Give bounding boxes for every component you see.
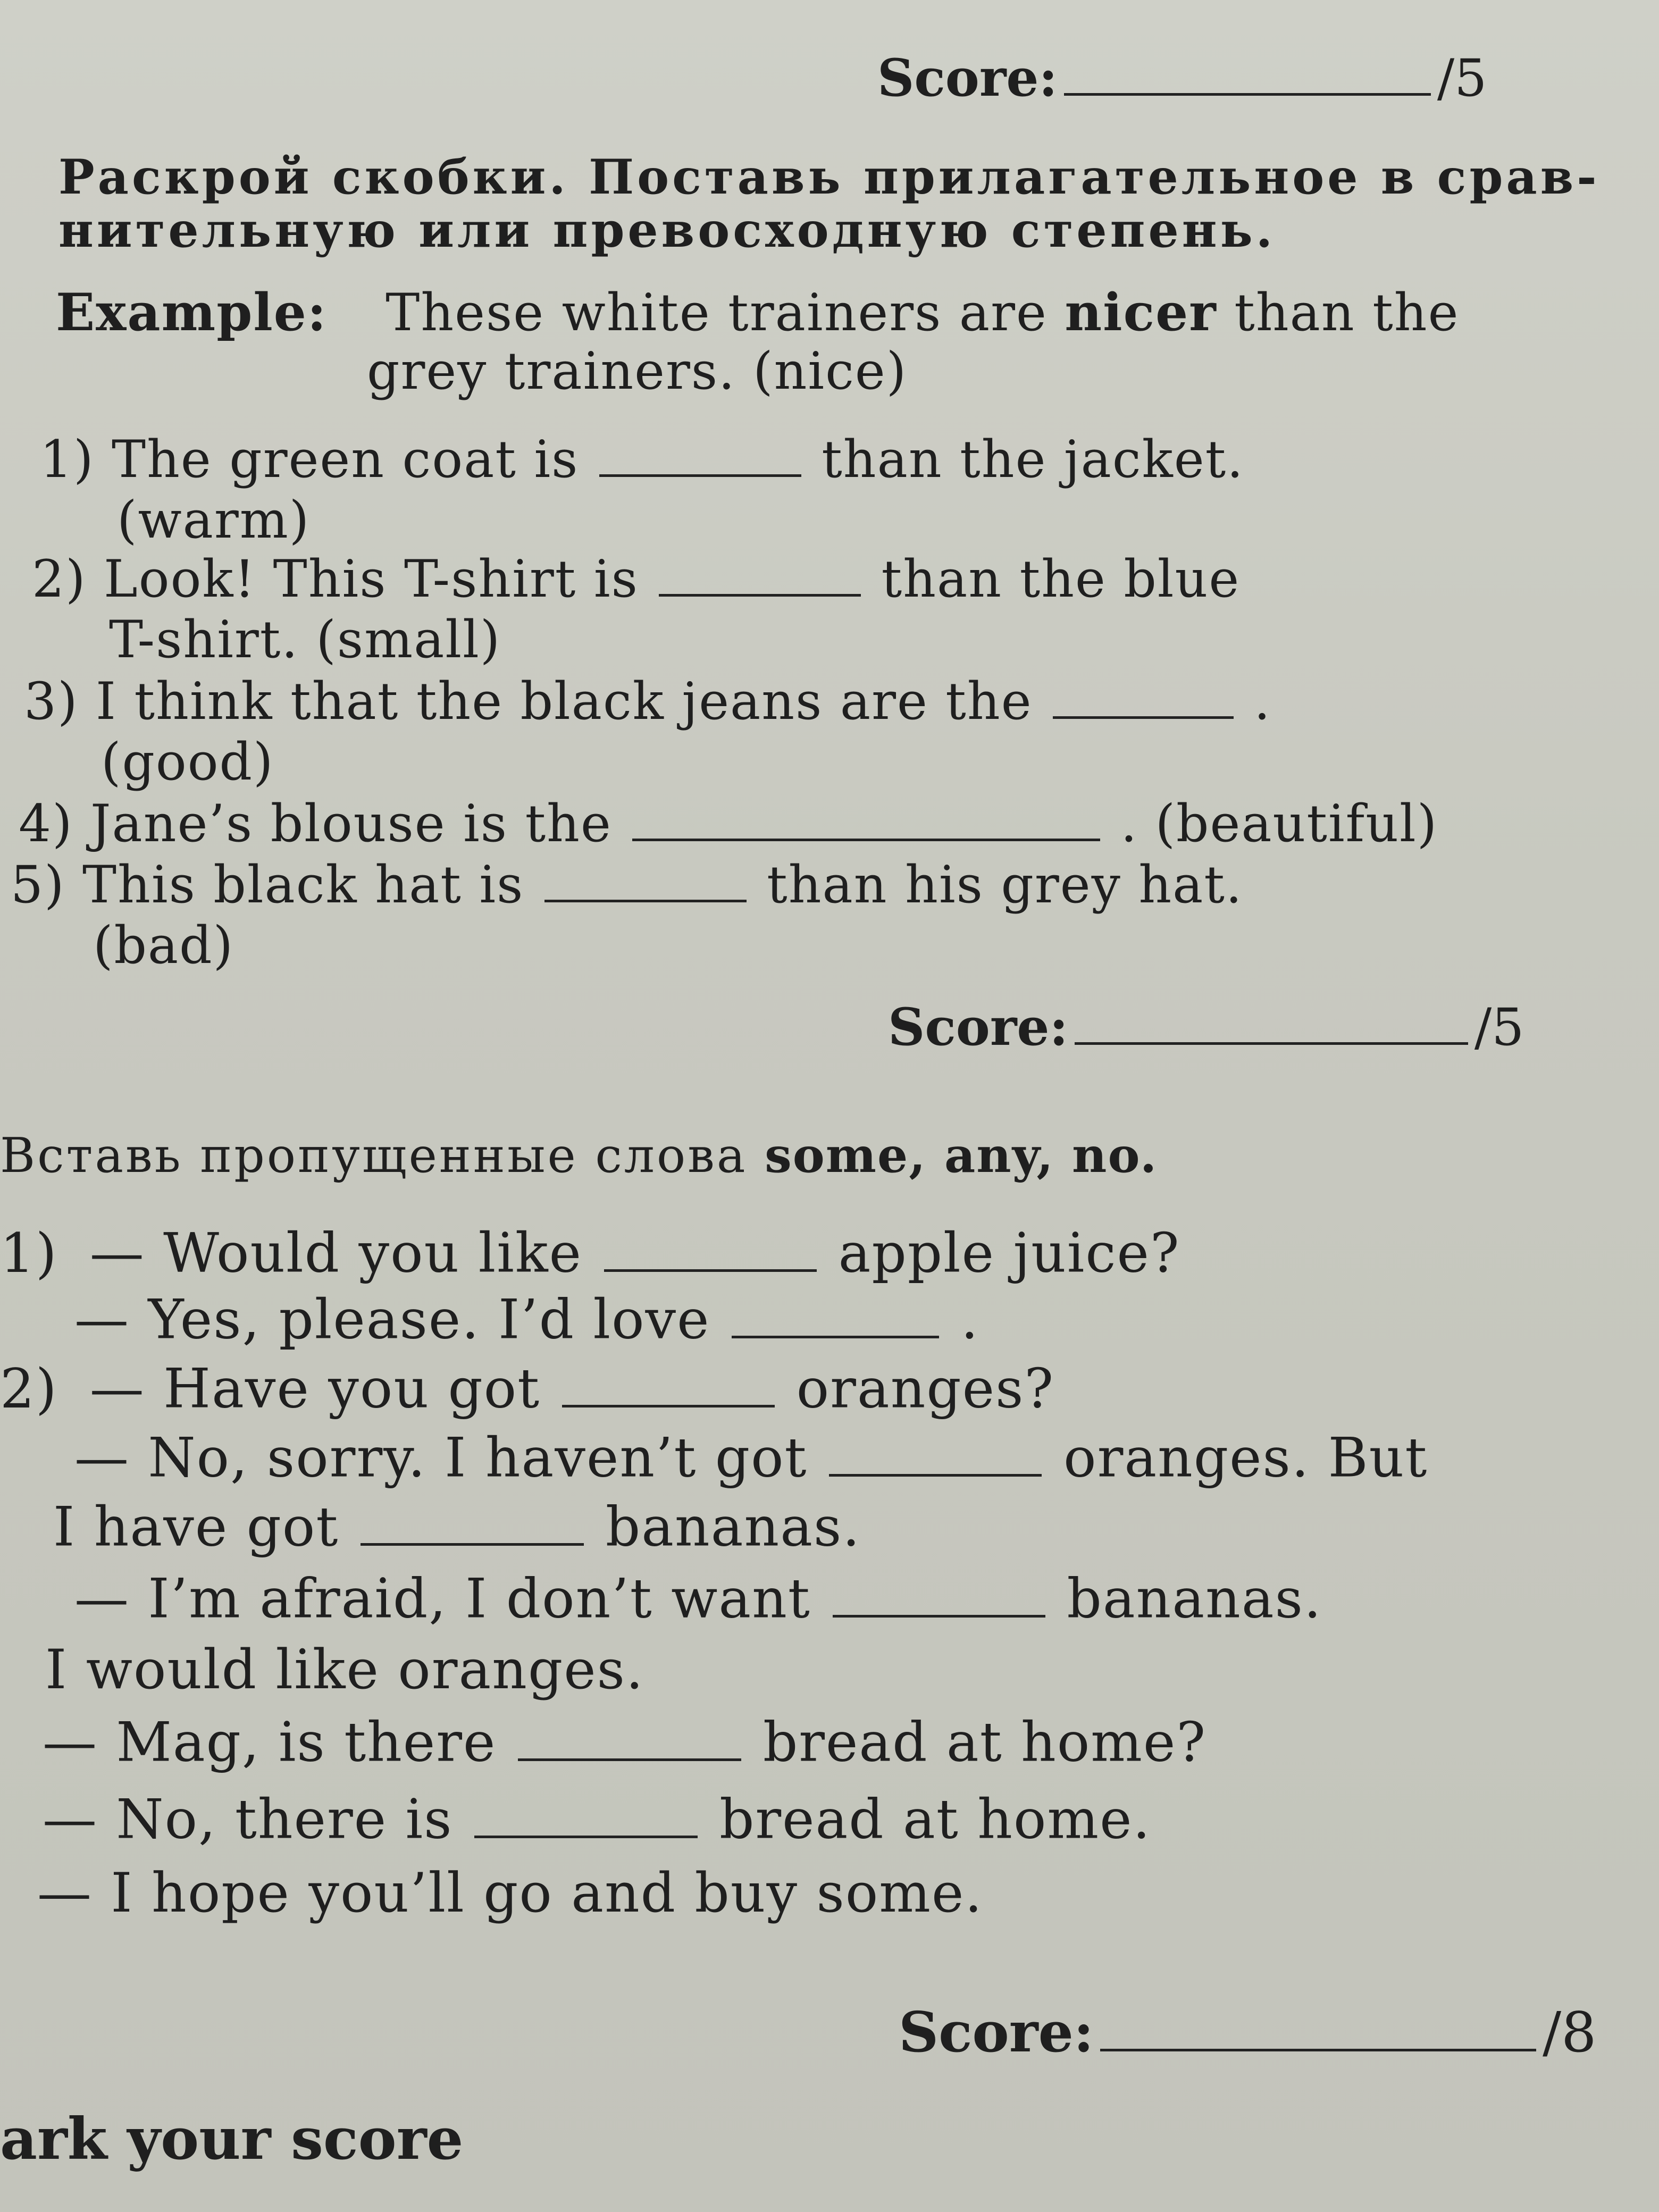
answer-blank[interactable] [544, 859, 747, 902]
line-post: apple juice? [838, 1221, 1180, 1285]
ex1-item-2 [32, 549, 1241, 609]
ex1-instruction-line2 [58, 202, 1276, 258]
answer-blank[interactable] [599, 433, 801, 477]
example-pre: These white trainers are [386, 283, 1048, 342]
line-pre: — No, there is [43, 1788, 453, 1851]
line-pre: I have got [53, 1495, 339, 1559]
ex2-instruction-text: Вставь пропущенные слова [0, 1128, 748, 1184]
ex1-instruction-text1: Раскрой скобки. Поставь прилагательное в срав- [58, 149, 1600, 205]
item-pre: Look! This T-shirt is [104, 549, 639, 609]
line-post: bread at home? [763, 1711, 1207, 1774]
answer-blank[interactable] [474, 1792, 698, 1838]
ex1-item-5-line2 [93, 916, 234, 975]
item-number: 3) [24, 671, 79, 731]
ex2-line-1 [0, 1221, 1180, 1285]
ex2-line-9 [43, 1788, 1151, 1851]
item-post: than the jacket. [822, 429, 1244, 489]
score-ex2 [899, 1999, 1596, 2065]
line-pre: — Yes, please. I’d love [74, 1288, 710, 1352]
item-pre: This black hat is [82, 854, 524, 915]
item-number: 2) [0, 1357, 58, 1421]
item-line2: (good) [101, 732, 274, 792]
item-pre: Jane’s blouse is the [90, 793, 612, 853]
ex1-instruction-line1 [58, 149, 1600, 205]
item-number: 1) [0, 1221, 58, 1285]
ex2-line-2 [74, 1288, 979, 1352]
score-label: Score: [877, 48, 1058, 108]
ex2-instruction [0, 1127, 1158, 1184]
ex2-line-8 [43, 1711, 1207, 1774]
item-pre: I think that the black jeans are the [96, 671, 1033, 731]
score-total: /5 [1474, 998, 1524, 1057]
answer-blank[interactable] [1053, 675, 1234, 719]
score-total: /5 [1437, 48, 1487, 108]
item-number: 2) [32, 549, 87, 609]
score-ex1 [888, 997, 1524, 1057]
line-pre: — I’m afraid, I don’t want [74, 1567, 811, 1631]
ex2-line-5 [53, 1495, 861, 1559]
item-post: than the blue [881, 549, 1241, 609]
item-post: . [1254, 671, 1271, 731]
example-label: Example: [56, 282, 328, 342]
score-label: Score: [888, 997, 1068, 1057]
line-pre: — No, sorry. I haven’t got [74, 1426, 808, 1490]
ex2-line-7 [45, 1638, 644, 1702]
ex2-line-4 [74, 1426, 1428, 1490]
footer-text: ark your score [0, 2106, 464, 2173]
line-pre: — Mag, is there [43, 1711, 497, 1774]
item-line2: (bad) [93, 916, 234, 975]
answer-blank[interactable] [604, 1226, 817, 1272]
item-number: 5) [11, 854, 65, 915]
line-post: bananas. [605, 1495, 861, 1559]
example-line2-text: grey trainers. (nice) [367, 341, 908, 401]
answer-blank[interactable] [632, 798, 1100, 841]
item-line2: T-shirt. (small) [109, 610, 501, 669]
answer-blank[interactable] [732, 1292, 939, 1338]
line-pre: — Have you got [89, 1357, 541, 1421]
score-top [877, 48, 1487, 108]
answer-blank[interactable] [518, 1715, 741, 1761]
answer-blank[interactable] [833, 1571, 1045, 1618]
example-line1 [56, 282, 1460, 342]
ex1-item-3-line2 [101, 732, 274, 792]
ex2-instruction-words: some, any, no. [765, 1127, 1158, 1184]
score-blank[interactable] [1064, 52, 1431, 96]
score-blank[interactable] [1075, 1001, 1468, 1045]
ex2-line-6 [74, 1567, 1322, 1631]
answer-blank[interactable] [829, 1430, 1042, 1477]
item-pre: The green coat is [112, 429, 579, 489]
ex1-item-4 [19, 793, 1438, 853]
ex1-item-1-line2 [117, 490, 311, 550]
item-number: 1) [40, 429, 95, 489]
line-pre: I would like oranges. [45, 1638, 644, 1702]
example-bold: nicer [1065, 282, 1217, 342]
ex1-item-5 [11, 854, 1243, 915]
example-post: than the [1234, 283, 1460, 342]
answer-blank[interactable] [562, 1361, 775, 1407]
answer-blank[interactable] [361, 1499, 584, 1546]
ex1-item-2-line2 [109, 610, 501, 669]
line-pre: — I hope you’ll go and buy some. [37, 1862, 983, 1925]
item-number: 4) [19, 793, 73, 853]
score-label: Score: [899, 1999, 1094, 2065]
ex1-instruction-text2: нительную или превосходную степень. [58, 202, 1276, 258]
line-post: . [961, 1288, 979, 1352]
line-post: oranges? [796, 1357, 1055, 1421]
ex2-line-3 [0, 1357, 1055, 1421]
ex1-item-3 [24, 671, 1271, 731]
ex2-line-10 [37, 1862, 983, 1925]
example-line2 [367, 341, 908, 401]
line-post: bread at home. [719, 1788, 1151, 1851]
score-blank[interactable] [1100, 2005, 1536, 2051]
line-post: bananas. [1067, 1567, 1322, 1631]
item-post: . (beautiful) [1120, 793, 1438, 853]
item-post: than his grey hat. [767, 854, 1243, 915]
answer-blank[interactable] [659, 553, 861, 597]
ex1-item-1 [40, 429, 1244, 489]
line-pre: — Would you like [89, 1221, 583, 1285]
line-post: oranges. But [1063, 1426, 1428, 1490]
score-total: /8 [1543, 2000, 1597, 2065]
item-line2: (warm) [117, 490, 311, 550]
